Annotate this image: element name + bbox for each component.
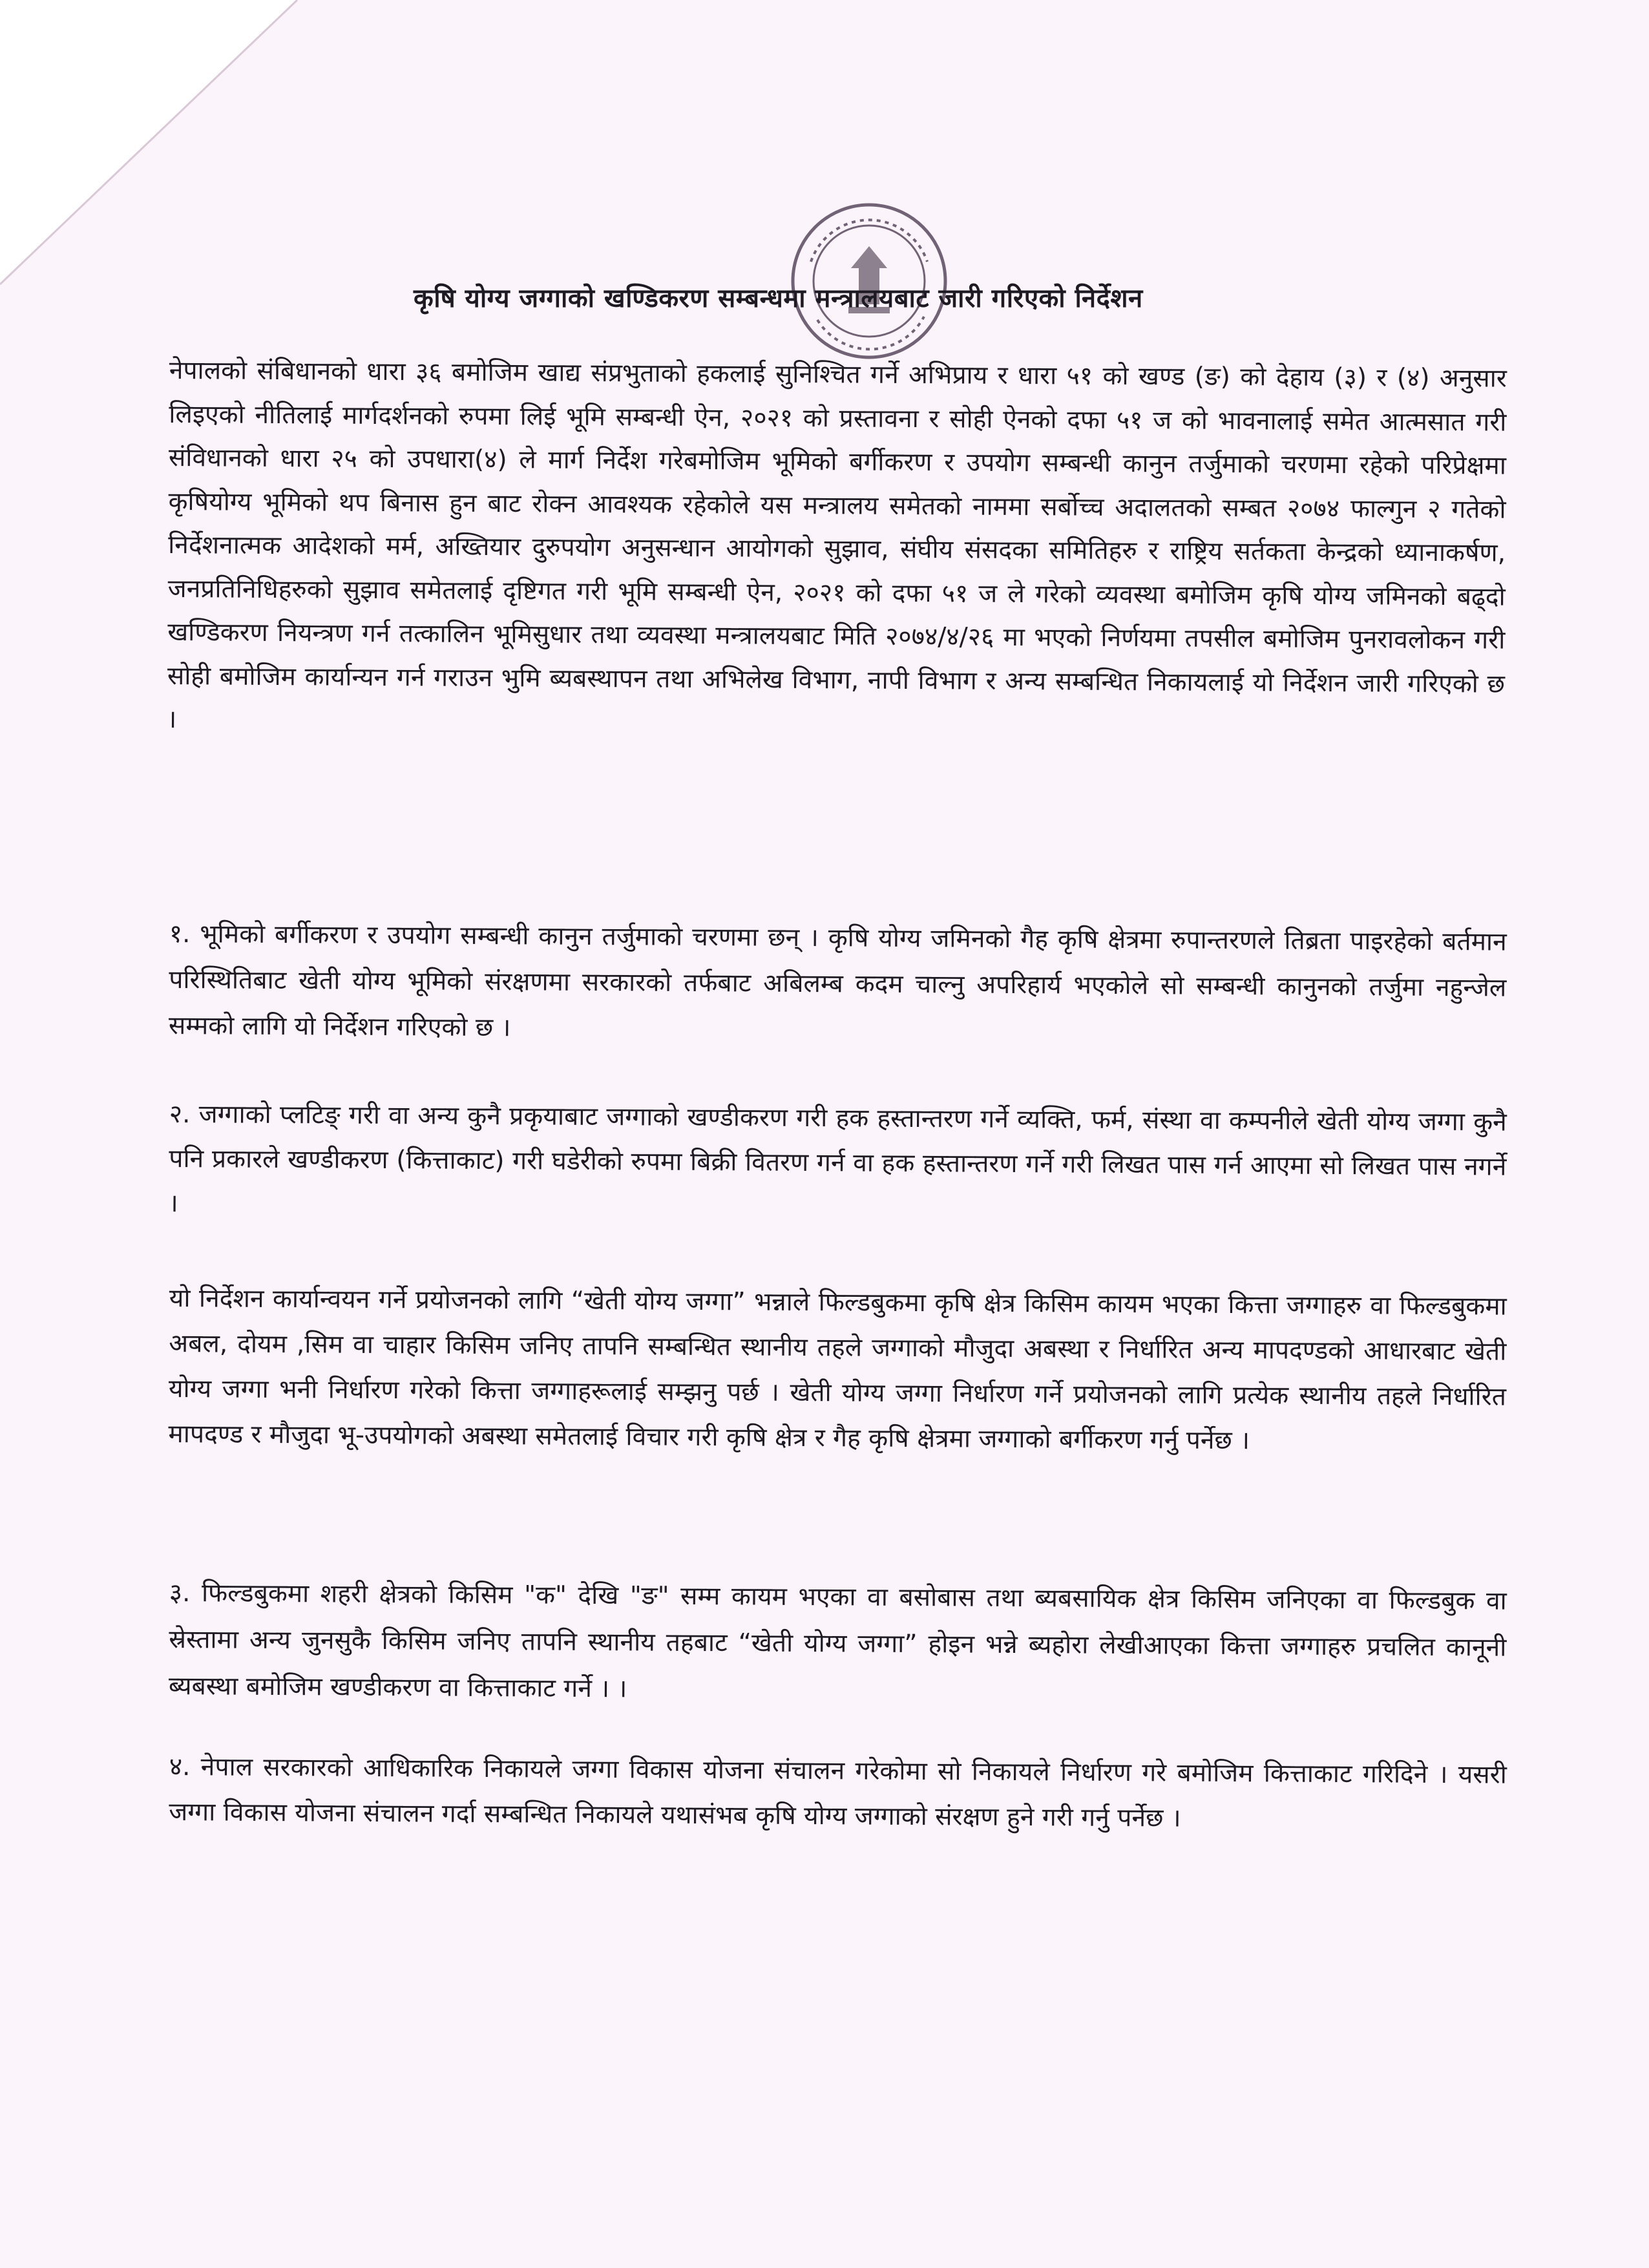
directive-item-1: १. भूमिको बर्गीकरण र उपयोग सम्बन्धी कानुन तर्जुमाको चरणमा छन् । कृषि योग्य जमिनको गैह कृषि क्षेत्रमा रुपान्तरणले तिब्रता पाइरहेको बर्तमान परिस्थितिबाट खेती योग्य भूमिको संरक्षणमा सरकारको तर्फबाट अबिलम्ब कदम चाल्नु अपरिहार्य भएकोले सो सम्बन्धी कानुनको तर्जुमा नहुन्जेल सम्मको लागि यो निर्देशन गरिएको छ । [168, 919, 1507, 1043]
directive-item-4: ४. नेपाल सरकारको आधिकारिक निकायले जग्गा विकास योजना संचालन गरेकोमा सो निकायले निर्धारण गरे बमोजिम कित्ताकाट गरिदिने । यसरी जग्गा विकास योजना संचालन गर्दा सम्बन्धित निकायले यथासंभब कृषि योग्य जग्गाको संरक्षण हुने गरी गर्नु पर्नेछ । [169, 1752, 1507, 1833]
intro-paragraph: नेपालको संबिधानको धारा ३६ बमोजिम खाद्य संप्रभुताको हकलाई सुनिश्चित गर्ने अभिप्राय र धारा ५१ को खण्ड (ङ) को देहाय (३) र (४) अनुसार लिइएको नीतिलाई मार्गदर्शनको रुपमा लिई भूमि सम्बन्धी ऐन, २०२१ को प्रस्तावना र सोही ऐनको दफा ५१ ज को भावनालाई समेत आत्मसात गरी संविधानको धारा २५ को उपधारा(४) ले मार्ग निर्देश गरेबमोजिम भूमिको बर्गीकरण र उपयोग सम्बन्धी कानुन तर्जुमाको चरणमा रहेको परिप्रेक्षमा कृषियोग्य भूमिको थप बिनास हुन बाट रोक्न आवश्यक रहेकोले यस मन्त्रालय समेतको नाममा सर्बोच्च अदालतको सम्बत २०७४ फाल्गुन २ गतेको निर्देशनात्मक आदेशको मर्म, अख्तियार दुरुपयोग अनुसन्धान आयोगको सुझाव, संघीय संसदका समितिहरु र राष्ट्रिय सर्तकता केन्द्रको ध्यानाकर्षण, जनप्रतिनिधिहरुको सुझाव समेतलाई दृष्टिगत गरी भूमि सम्बन्धी ऐन, २०२१ को दफा ५१ ज ले गरेको व्यवस्था बमोजिम कृषि योग्य जमिनको बढ्दो खण्डिकरण नियन्त्रण गर्न तत्कालिन भूमिसुधार तथा व्यवस्था मन्त्रालयबाट मिति २०७४/४/२६ मा भएको निर्णयमा तपसील बमोजिम पुनरावलोकन गरी सोही बमोजिम कार्यान्यन गर्न गराउन भुमि ब्यबस्थापन तथा अभिलेख विभाग, नापी विभाग र अन्य सम्बन्धित निकायलाई यो निर्देशन जारी गरिएको छ । [167, 355, 1507, 735]
document-title: कृषि योग्य जग्गाको खण्डिकरण सम्बन्धमा मन्त्रालयबाट जारी गरिएको निर्देशन [414, 284, 1143, 313]
directive-item-3: ३. फिल्डबुकमा शहरी क्षेत्रको किसिम "क" देखि "ङ" सम्म कायम भएका वा बसोबास तथा ब्यबसायिक क्षेत्र किसिम जनिएका वा फिल्डबुक वा स्रेस्तामा अन्य जुनसुकै किसिम जनिए तापनि स्थानीय तहबाट “खेती योग्य जग्गा” होइन भन्ने ब्यहोरा लेखीआएका कित्ता जग्गाहरु प्रचलित कानूनी ब्यबस्था बमोजिम खण्डीकरण वा कित्ताकाट गर्ने । । [168, 1578, 1507, 1704]
directive-item-2: २. जग्गाको प्लटिङ् गरी वा अन्य कुनै प्रकृयाबाट जग्गाको खण्डीकरण गरी हक हस्तान्तरण गर्ने व्यक्ति, फर्म, संस्था वा कम्पनीले खेती योग्य जग्गा कुनै पनि प्रकारले खण्डीकरण (कित्ताकाट) गरी घडेरीको रुपमा बिक्री वितरण गर्न वा हक हस्तान्तरण गर्ने गरी लिखत पास गर्न आएमा सो लिखत पास नगर्ने । [168, 1099, 1507, 1219]
definition-note-paragraph: यो निर्देशन कार्यान्वयन गर्ने प्रयोजनको लागि “खेती योग्य जग्गा” भन्नाले फिल्डबुकमा कृषि क्षेत्र किसिम कायम भएका कित्ता जग्गाहरु वा फिल्डबुकमा अबल, दोयम ,सिम वा चाहार किसिम जनिए तापनि सम्बन्धित स्थानीय तहले जग्गाको मौजुदा अबस्था र निर्धारित अन्य मापदण्डको आधारबाट खेती योग्य जग्गा भनी निर्धारण गरेको कित्ता जग्गाहरूलाई सम्झनु पर्छ । खेती योग्य जग्गा निर्धारण गर्ने प्रयोजनको लागि प्रत्येक स्थानीय तहले निर्धारित मापदण्ड र मौजुदा भू-उपयोगको अबस्था समेतलाई विचार गरी कृषि क्षेत्र र गैह कृषि क्षेत्रमा जग्गाको बर्गीकरण गर्नु पर्नेछ । [168, 1283, 1507, 1456]
